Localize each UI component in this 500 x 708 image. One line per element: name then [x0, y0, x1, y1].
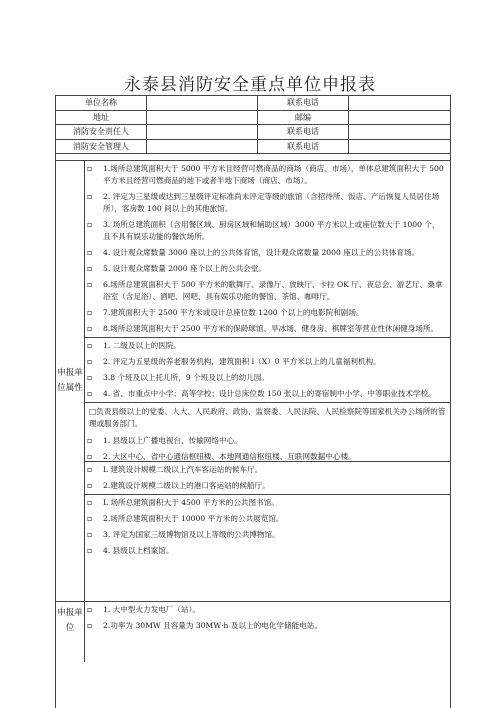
- checkbox-icon[interactable]: ▫: [87, 192, 93, 201]
- checkbox-icon[interactable]: ▫: [87, 530, 93, 539]
- label-unit-name: 单位名称: [56, 96, 147, 110]
- option-text: L 建筑设计规模二级以上汽车客运站的候车厅。: [103, 465, 263, 474]
- option-item[interactable]: [85, 386, 450, 402]
- checkbox-icon[interactable]: ▫: [87, 341, 93, 350]
- checkbox-icon[interactable]: ▫: [87, 280, 93, 289]
- checkbox-icon[interactable]: ▫: [87, 605, 93, 614]
- option-item[interactable]: [85, 449, 450, 461]
- spacer-row: [56, 154, 450, 161]
- checkbox-icon[interactable]: ▫: [87, 452, 93, 461]
- checkbox-icon[interactable]: ▫: [87, 546, 93, 555]
- value-manager[interactable]: [147, 140, 258, 154]
- form-title: 永泰县消防安全重点单位申报表: [124, 75, 376, 95]
- energy-options: [85, 602, 450, 662]
- checkbox-icon[interactable]: ▫: [87, 324, 93, 333]
- option-text: 3. 评定为国家三级博物馆及以上等级的公共博物馆。: [103, 530, 280, 539]
- option-item[interactable]: [85, 161, 450, 189]
- option-item[interactable]: [85, 602, 450, 618]
- option-item[interactable]: [85, 543, 450, 559]
- option-text: 1. 大中型火力发电厂（站）。: [103, 605, 200, 614]
- header-row-responsible-person: [56, 125, 450, 140]
- checkbox-icon[interactable]: ▫: [87, 248, 93, 257]
- header-row-manager: [56, 140, 450, 155]
- value-postcode[interactable]: [349, 111, 450, 125]
- option-text: L 场所总建筑面积大于 4500 平方米的公共图书馆。: [103, 498, 279, 507]
- value-phone-3[interactable]: [349, 140, 450, 154]
- option-text: 1.场所总建筑面积大于 5000 平方米且经营可燃商品的商场（商店、市场），单体总建筑面积大于 500 平方米且经营可燃商品的地下或者半地下商场（商店、市场）。: [103, 164, 444, 185]
- value-unit-name[interactable]: [147, 96, 258, 110]
- option-item[interactable]: [85, 245, 450, 261]
- option-group-commercial: [85, 161, 450, 338]
- property-label: 申报单位属性: [56, 161, 85, 601]
- option-item[interactable]: [85, 189, 450, 217]
- label-phone-3: 联系电话: [258, 140, 349, 154]
- option-text: 3. 场所总建筑面积（含用餐区域、厨房区域和辅助区域）3000 平方米以上或座位数大于 1000 个，且不具有娱乐功能的餐饮场所。: [103, 220, 440, 241]
- checkbox-icon[interactable]: ▫: [87, 389, 93, 398]
- option-text: 4. 省、市重点中小学；高等学校；设计总床位数 150 张以上的寄宿制中小学、中等职业技术学校。: [103, 389, 436, 398]
- option-text: 5. 设计观众席数量 2000 座个以上的公共会堂。: [103, 264, 266, 273]
- label-phone-1: 联系电话: [258, 96, 349, 110]
- option-text: 6.场所总建筑面积大于 500 平方米的歌舞厅、录像厅、放映厅、卡拉 OK 厅、夜总会、游艺厅、桑拿浴室（含足浴）、酒吧、网吧、具有娱乐功能的餐馆、茶馆、咖啡厅。: [103, 280, 443, 301]
- option-government-offices[interactable]: □负责县级以上的党委、人大、人民政府、政协、监察委、人民法院、人民检察院等国家机关办公场所的管理或服务部门。: [89, 407, 446, 428]
- option-text: 2. 大区中心、省中心通信枢纽楼、本地网通信枢纽楼、互联网数据中心楼。: [103, 452, 356, 461]
- checkbox-icon[interactable]: ▫: [87, 514, 93, 523]
- value-address[interactable]: [147, 111, 258, 125]
- option-item[interactable]: [85, 217, 450, 245]
- option-text: 2.场所总建筑面积大于 10000 平方米的公共展览馆。: [103, 514, 284, 523]
- label-manager: 消防安全管理人: [56, 140, 147, 154]
- option-item[interactable]: [85, 478, 450, 494]
- property-options: [85, 161, 450, 601]
- option-item[interactable]: [85, 433, 450, 449]
- checkbox-icon[interactable]: ▫: [87, 357, 93, 366]
- option-text: 2. 评定为三星级或达到三星级评定标准尚未评定等级的旅馆（含招待所、饭店、产后恢复人员居住场所），客房数 100 间以上的其他旅馆。: [103, 192, 440, 213]
- option-group-transport: [85, 462, 450, 495]
- option-group-medical-education: [85, 338, 450, 403]
- option-text: 1. 县级以上广播电视台、传输网络中心。: [103, 436, 242, 445]
- checkbox-icon[interactable]: ▫: [87, 621, 93, 630]
- option-item[interactable]: [85, 462, 450, 478]
- header-row-address: [56, 111, 450, 126]
- option-item[interactable]: [85, 618, 450, 634]
- application-form-table: [55, 95, 451, 708]
- option-text: 2. 评定为五星级的养老服务机构，建筑面积 l（X）0 平方米以上的儿童福利机构。: [103, 357, 381, 366]
- option-text: 4. 县级以上档案馆。: [103, 546, 174, 555]
- option-item[interactable]: [85, 277, 450, 305]
- energy-section: [56, 602, 450, 662]
- option-text: 7.建筑面积大于 2500 平方米或设计总座位数 1200 个以上的电影院和剧场。: [103, 308, 364, 317]
- option-text: 4. 设计观众席数量 3000 座以上的公共体育馆，设计观众席数量 2000 座以上的公共体育场。: [103, 248, 420, 257]
- checkbox-icon[interactable]: ▫: [87, 264, 93, 273]
- checkbox-icon[interactable]: ▫: [87, 481, 93, 490]
- option-item[interactable]: [85, 495, 450, 511]
- option-text: 3.8 个班及以上托儿所，9 个班及以上的幼儿园。: [103, 373, 270, 382]
- property-section: [56, 161, 450, 602]
- option-item[interactable]: [85, 354, 450, 370]
- label-address: 地址: [56, 111, 147, 125]
- label-responsible-person: 消防安全责任人: [56, 125, 147, 139]
- option-group-culture: [85, 495, 450, 559]
- checkbox-icon[interactable]: ▫: [87, 436, 93, 445]
- checkbox-icon[interactable]: ▫: [87, 308, 93, 317]
- checkbox-icon[interactable]: ▫: [87, 465, 93, 474]
- option-item[interactable]: [85, 527, 450, 543]
- header-row-unit-name: [56, 96, 450, 111]
- checkbox-icon[interactable]: ▫: [87, 164, 93, 173]
- checkbox-icon[interactable]: ▫: [87, 498, 93, 507]
- value-phone-2[interactable]: [349, 125, 450, 139]
- value-phone-1[interactable]: [349, 96, 450, 110]
- label-postcode: 邮编: [258, 111, 349, 125]
- checkbox-icon[interactable]: ▫: [87, 373, 93, 382]
- option-group-government: [85, 403, 450, 462]
- option-text: 2.建筑设计规模二级以上的港口客运站的候船厅。: [103, 481, 270, 490]
- checkbox-icon[interactable]: ▫: [87, 220, 93, 229]
- option-text: 1. 二级及以上的医院。: [103, 341, 182, 350]
- option-item[interactable]: [85, 338, 450, 354]
- option-item[interactable]: [85, 511, 450, 527]
- option-item[interactable]: [85, 370, 450, 386]
- option-item[interactable]: [85, 321, 450, 337]
- option-item[interactable]: [85, 261, 450, 277]
- label-phone-2: 联系电话: [258, 125, 349, 139]
- option-text: 8.场所总建筑面积大于 2500 平方米的保龄球馆、旱冰场、健身房、棋牌室等营业性休闲健身场所。: [103, 324, 439, 333]
- value-responsible-person[interactable]: [147, 125, 258, 139]
- bottom-label: 申报单位: [56, 602, 85, 662]
- option-item[interactable]: [85, 305, 450, 321]
- option-text: 2.功率为 30MW 且容量为 30MW·h 及以上的电化学储能电站。: [103, 621, 322, 630]
